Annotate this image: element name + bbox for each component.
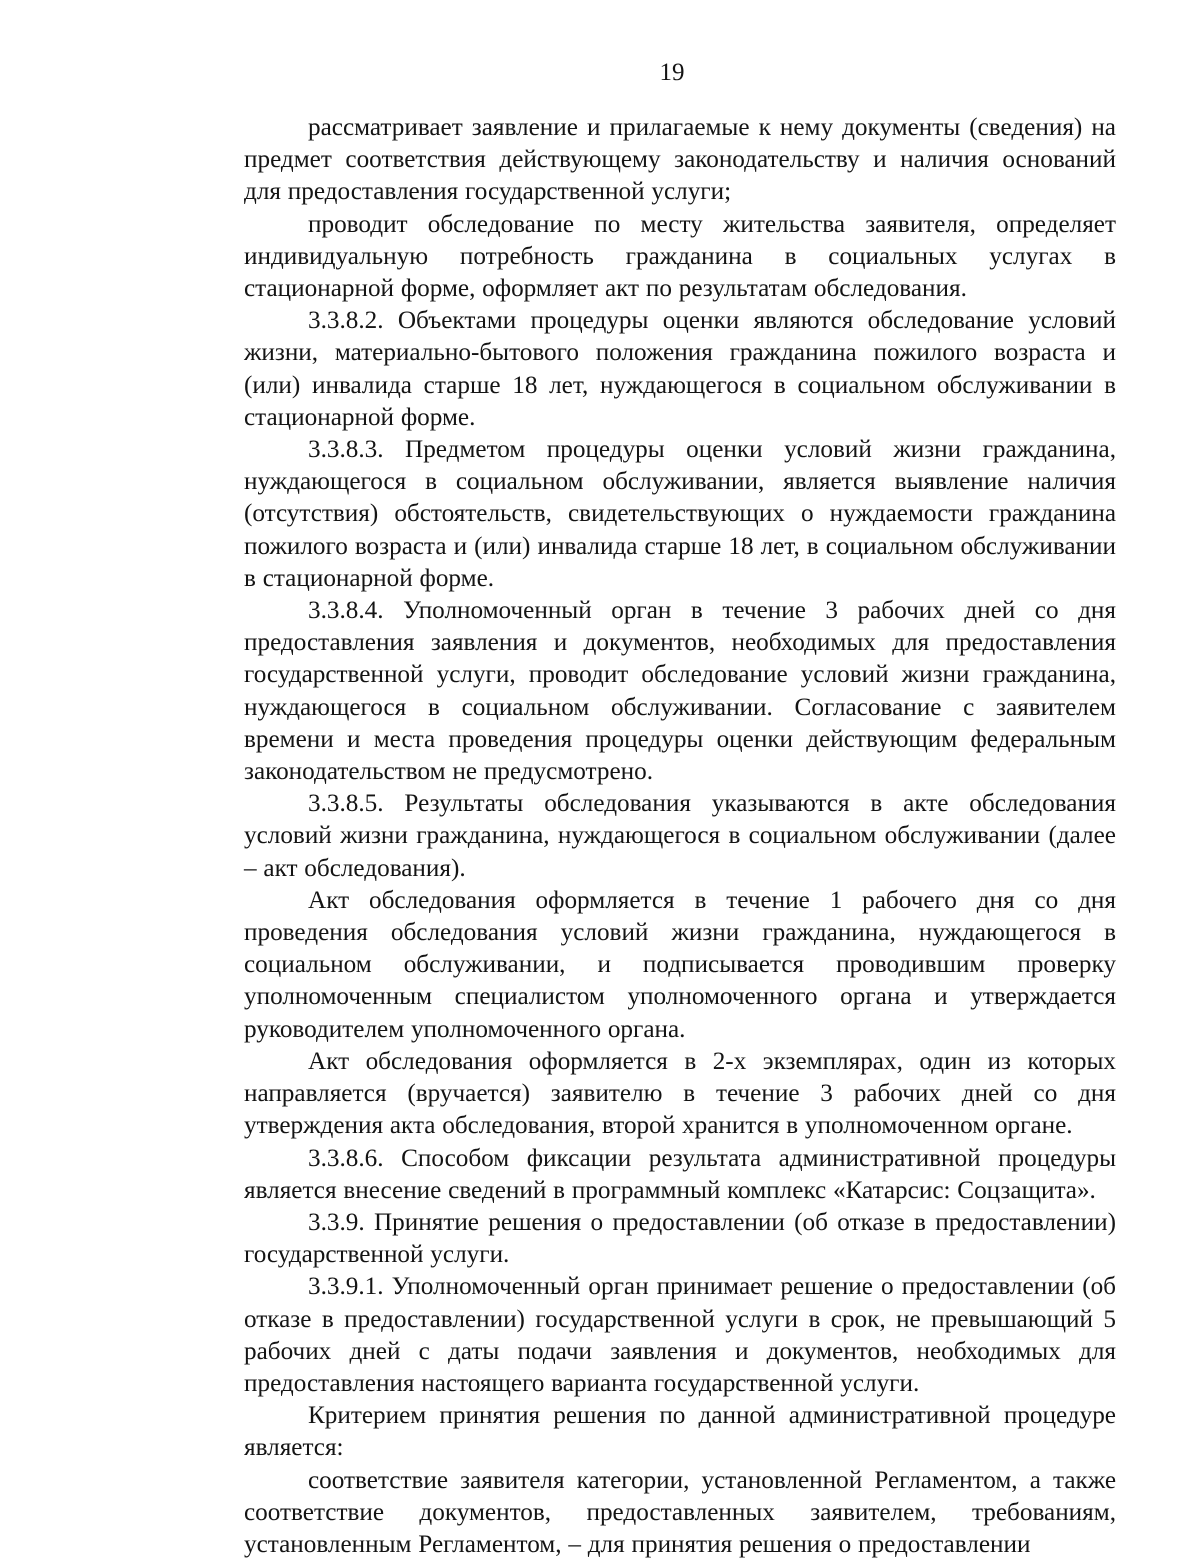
paragraph: 3.3.9.1. Уполномоченный орган принимает решение о предоставлении (об отказе в предоставлении) государственной услуги в срок, не превышающий 5 рабочих дней с даты подачи заявления и документов, необходимых для предоставления настоящего варианта государственной услуги.: [244, 1273, 1116, 1397]
page-number: 19: [659, 59, 685, 86]
paragraph: соответствие заявителя категории, установленной Регламентом, а также соответствие документов, предоставленных заявителем, требованиям, установленным Регламентом, – для принятия решения о предоставлении: [244, 1466, 1116, 1558]
paragraph: 3.3.8.3. Предметом процедуры оценки условий жизни гражданина, нуждающегося в социальном обслуживании, является выявление наличия (отсутствия) обстоятельств, свидетельствующих о нуждаемости гражданина пожилого возраста и (или) инвалида старше 18 лет, в социальном обслуживании в стационарной форме.: [244, 436, 1116, 592]
paragraph: рассматривает заявление и прилагаемые к нему документы (сведения) на предмет соответствия действующему законодательству и наличия оснований для предоставления государственной услуги;: [244, 114, 1116, 206]
paragraph: Акт обследования оформляется в 2-х экземплярах, один из которых направляется (вручается) заявителю в течение 3 рабочих дней со дня утверждения акта обследования, второй хранится в уполномоченном органе.: [244, 1047, 1116, 1140]
paragraph: 3.3.9. Принятие решения о предоставлении (об отказе в предоставлении) государственной услуги.: [244, 1208, 1116, 1269]
paragraph: Критерием принятия решения по данной административной процедуре является:: [244, 1402, 1116, 1462]
document-body: [244, 112, 1116, 1561]
paragraph: 3.3.8.4. Уполномоченный орган в течение 3 рабочих дней со дня предоставления заявления и документов, необходимых для предоставления государственной услуги, проводит обследование условий жизни гражданина, нуждающегося в социальном обслуживании. Согласование с заявителем времени и места проведения процедуры оценки действующим федеральным законодательством не предусмотрено.: [244, 597, 1116, 786]
paragraph: Акт обследования оформляется в течение 1 рабочего дня со дня проведения обследования условий жизни гражданина, нуждающегося в социальном обслуживании, и подписывается проводившим проверку уполномоченным специалистом уполномоченного органа и утверждается руководителем уполномоченного органа.: [244, 886, 1116, 1043]
paragraph: 3.3.8.2. Объектами процедуры оценки являются обследование условий жизни, материально-бытового положения гражданина пожилого возраста и (или) инвалида старше 18 лет, нуждающегося в социальном обслуживании в стационарной форме.: [244, 307, 1116, 431]
paragraph: проводит обследование по месту жительства заявителя, определяет индивидуальную потребность гражданина в социальных услугах в стационарной форме, оформляет акт по результатам обследования.: [244, 210, 1116, 303]
paragraph: 3.3.8.5. Результаты обследования указываются в акте обследования условий жизни гражданина, нуждающегося в социальном обслуживании (далее – акт обследования).: [244, 790, 1116, 882]
paragraph: 3.3.8.6. Способом фиксации результата административной процедуры является внесение сведений в программный комплекс «Катарсис: Соцзащита».: [244, 1144, 1116, 1204]
